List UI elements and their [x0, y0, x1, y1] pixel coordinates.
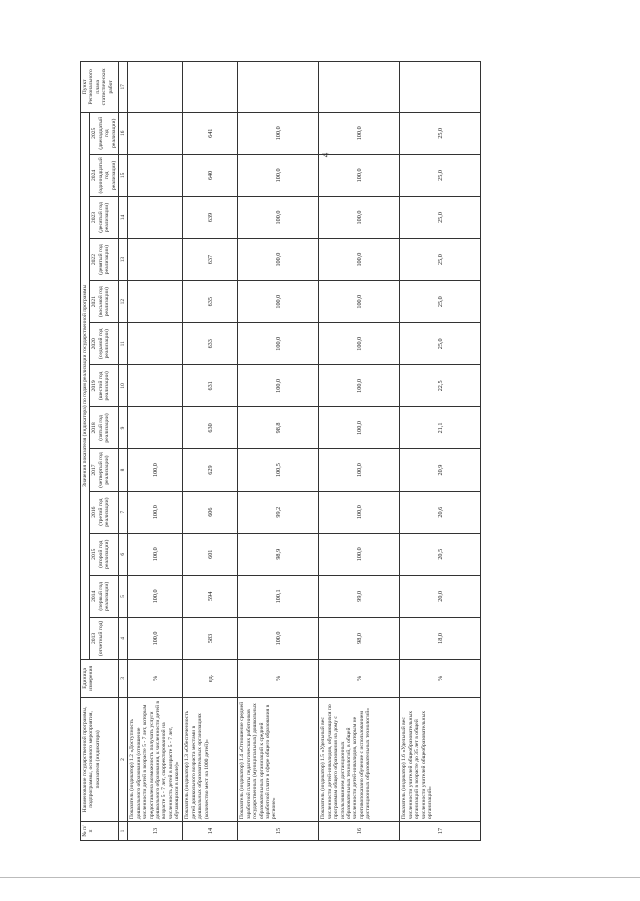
header-year-caption: (двенадцатый год реализации) — [97, 116, 117, 150]
value-cell: 594 — [183, 575, 238, 617]
value-cell: 100,0 — [319, 491, 400, 533]
value-cell: 100,0 — [238, 154, 319, 196]
header-year — [90, 533, 119, 575]
column-index-row — [119, 61, 128, 840]
header-year-caption: (шестой год реализации) — [97, 370, 111, 400]
value-cell — [128, 154, 183, 196]
value-cell: 640 — [183, 154, 238, 196]
plan-cell — [238, 61, 319, 112]
value-cell: 100,0 — [319, 322, 400, 364]
value-cell: 100,0 — [238, 196, 319, 238]
value-cell: 100,0 — [319, 449, 400, 491]
value-cell: 630 — [183, 406, 238, 448]
header-group: Значения показателя (индикатора) по годам реализации государственной программы — [81, 112, 90, 659]
header-year — [90, 238, 119, 280]
value-cell — [128, 238, 183, 280]
indicator-name: Показатель (индикатор) 1.5 «Удельный вес численности детей-инвалидов, обучающихся по программам общего образования на дому с использованием дистанционных образовательных технологий, в общей численности детей-инвалидов, которым не противопоказано обучение с использованием дистанционных образовательных технологий» — [319, 697, 400, 821]
header-year-caption: (девятый год реализации) — [97, 243, 111, 275]
unit-cell: % — [128, 659, 183, 697]
header-num: № п/п — [81, 821, 119, 840]
column-index: 11 — [119, 322, 128, 364]
header-year — [90, 322, 119, 364]
value-cell: 25,0 — [400, 154, 481, 196]
header-year — [90, 406, 119, 448]
plan-cell — [128, 61, 183, 112]
value-cell: 100,0 — [238, 364, 319, 406]
header-year — [90, 575, 119, 617]
value-cell: 641 — [183, 112, 238, 154]
header-year — [90, 280, 119, 322]
value-cell: 99,2 — [238, 491, 319, 533]
value-cell: 98,9 — [238, 533, 319, 575]
unit-cell: ед. — [183, 659, 238, 697]
header-year-caption: (седьмой год реализации) — [97, 327, 111, 359]
header-year-caption: (восьмой год реализации) — [97, 285, 111, 317]
value-cell: 639 — [183, 196, 238, 238]
value-cell: 100,0 — [128, 617, 183, 659]
value-cell: 21,1 — [400, 406, 481, 448]
column-index: 1 — [119, 821, 128, 840]
value-cell: 100,0 — [319, 196, 400, 238]
header-year-value: 2013 — [91, 632, 98, 644]
header-year-value: 2015 — [91, 548, 98, 560]
row-number: 14 — [183, 821, 238, 840]
header-name: Наименование государственной программы, подпрограммы, основного мероприятия, показателя (индикатора) — [81, 697, 119, 821]
value-cell: 100,0 — [238, 322, 319, 364]
value-cell: 100,0 — [238, 238, 319, 280]
value-cell: 20,6 — [400, 491, 481, 533]
value-cell: 100,0 — [319, 154, 400, 196]
page-number: 4 — [320, 152, 331, 158]
value-cell — [128, 364, 183, 406]
row-number: 16 — [319, 821, 400, 840]
value-cell: 22,5 — [400, 364, 481, 406]
value-cell: 635 — [183, 280, 238, 322]
header-year-value: 2020 — [91, 337, 98, 349]
table-row — [319, 61, 400, 840]
rotated-document — [80, 61, 560, 841]
value-cell: 606 — [183, 491, 238, 533]
header-year — [90, 154, 119, 196]
row-number: 17 — [400, 821, 481, 840]
table-row — [238, 61, 319, 840]
header-year-value: 2025 — [91, 127, 98, 139]
value-cell: 100,0 — [128, 533, 183, 575]
header-year — [90, 112, 119, 154]
header-year — [90, 449, 119, 491]
row-number: 15 — [238, 821, 319, 840]
header-year-caption: (второй год реализации) — [97, 539, 111, 569]
table-body — [119, 61, 481, 840]
plan-cell — [319, 61, 400, 112]
value-cell: 99,0 — [319, 575, 400, 617]
header-year-caption: (третий год реализации) — [97, 497, 111, 527]
value-cell — [128, 196, 183, 238]
value-cell: 100,0 — [319, 112, 400, 154]
column-index: 17 — [119, 61, 128, 112]
unit-cell: % — [238, 659, 319, 697]
value-cell — [128, 280, 183, 322]
value-cell — [128, 322, 183, 364]
value-cell: 98,0 — [319, 617, 400, 659]
column-index: 10 — [119, 364, 128, 406]
value-cell — [128, 112, 183, 154]
column-index: 3 — [119, 659, 128, 697]
header-year — [90, 491, 119, 533]
value-cell: 100,0 — [319, 406, 400, 448]
value-cell: 20,0 — [400, 575, 481, 617]
row-number: 13 — [128, 821, 183, 840]
header-year-value: 2019 — [91, 379, 98, 391]
column-index: 6 — [119, 533, 128, 575]
value-cell: 100,0 — [128, 575, 183, 617]
value-cell: 100,0 — [238, 617, 319, 659]
column-index: 4 — [119, 617, 128, 659]
header-year-value: 2024 — [91, 169, 98, 181]
value-cell: 100,0 — [128, 449, 183, 491]
header-year — [90, 617, 119, 659]
value-cell — [128, 406, 183, 448]
plan-cell — [183, 61, 238, 112]
column-index: 7 — [119, 491, 128, 533]
column-index: 16 — [119, 112, 128, 154]
indicator-name: Показатель (индикатор) 1.3 «Обеспеченность детей дошкольного возраста местами в дошкольных образовательных организациях (количество мест на 1000 детей)» — [183, 697, 238, 821]
value-cell: 100,5 — [238, 449, 319, 491]
header-year-value: 2017 — [91, 463, 98, 476]
column-index: 2 — [119, 697, 128, 821]
header-year-value: 2014 — [91, 590, 98, 602]
header-plan: Пункт Регионального плана статистических работ — [81, 61, 119, 112]
value-cell: 100,0 — [319, 533, 400, 575]
value-cell: 631 — [183, 364, 238, 406]
header-year-caption: (одиннадцатый год реализации) — [97, 156, 117, 193]
indicator-name: Показатель (индикатор) 1.4 «Отношение средней заработной платы педагогических работников государственных (муниципальных) дошкольных образовательных организаций к средней заработной плате в сфере общего образования в регионе» — [238, 697, 319, 821]
value-cell: 100,0 — [319, 238, 400, 280]
header-year — [90, 196, 119, 238]
value-cell: 20,5 — [400, 533, 481, 575]
value-cell: 633 — [183, 322, 238, 364]
value-cell: 98,8 — [238, 406, 319, 448]
plan-cell — [400, 61, 481, 112]
value-cell: 25,0 — [400, 322, 481, 364]
header-year-value: 2018 — [91, 421, 98, 434]
value-cell: 25,0 — [400, 238, 481, 280]
table-row — [128, 61, 183, 840]
value-cell: 100,0 — [319, 280, 400, 322]
column-index: 12 — [119, 280, 128, 322]
value-cell: 25,0 — [400, 280, 481, 322]
value-cell: 100,1 — [238, 575, 319, 617]
header-year-value: 2016 — [91, 506, 98, 518]
header-year-caption: (отчетный год) — [97, 620, 104, 656]
value-cell: 583 — [183, 617, 238, 659]
header-year-caption: (четвертый год реализации) — [97, 451, 111, 488]
value-cell: 629 — [183, 449, 238, 491]
unit-cell: % — [400, 659, 481, 697]
indicator-name: Показатель (индикатор) 1.2 «Доступность дошкольного образования (отношение численности детей в возрасте 5 - 7 лет, которым предоставлена возможность получать услуги дошкольного образования, к численности детей в возрасте 5 - 7 лет, скорректированной на численность детей в возрасте 5 - 7 лет, обучающихся в школе)» — [128, 697, 183, 821]
column-index: 8 — [119, 449, 128, 491]
table-row — [183, 61, 238, 840]
header-unit: Единица измерения — [81, 659, 119, 697]
table-row — [400, 61, 481, 840]
column-index: 9 — [119, 406, 128, 448]
header-year-value: 2022 — [91, 253, 98, 265]
header-year-caption: (десятый год реализации) — [97, 201, 111, 233]
value-cell: 100,0 — [238, 112, 319, 154]
value-cell: 20,9 — [400, 449, 481, 491]
header-year-caption: (первый год реализации) — [97, 581, 111, 611]
value-cell: 25,0 — [400, 196, 481, 238]
value-cell: 18,0 — [400, 617, 481, 659]
header-year — [90, 364, 119, 406]
column-index: 15 — [119, 154, 128, 196]
value-cell: 601 — [183, 533, 238, 575]
header-year-value: 2021 — [91, 295, 98, 307]
header-year-caption: (пятый год реализации) — [97, 412, 111, 443]
unit-cell: % — [319, 659, 400, 697]
value-cell: 100,0 — [238, 280, 319, 322]
column-index: 14 — [119, 196, 128, 238]
value-cell: 25,0 — [400, 112, 481, 154]
column-index: 5 — [119, 575, 128, 617]
value-cell: 100,0 — [128, 491, 183, 533]
header-year-value: 2023 — [91, 211, 98, 223]
indicator-name: Показатель (индикатор) 1.6 «Удельный вес численности учителей общеобразовательных организаций в возрасте до 35 лет в общей численности учителей общеобразовательных организаций» — [400, 697, 481, 821]
indicator-table — [80, 61, 481, 841]
column-index: 13 — [119, 238, 128, 280]
value-cell: 637 — [183, 238, 238, 280]
page-bottom-rule — [0, 877, 640, 878]
value-cell: 100,0 — [319, 364, 400, 406]
